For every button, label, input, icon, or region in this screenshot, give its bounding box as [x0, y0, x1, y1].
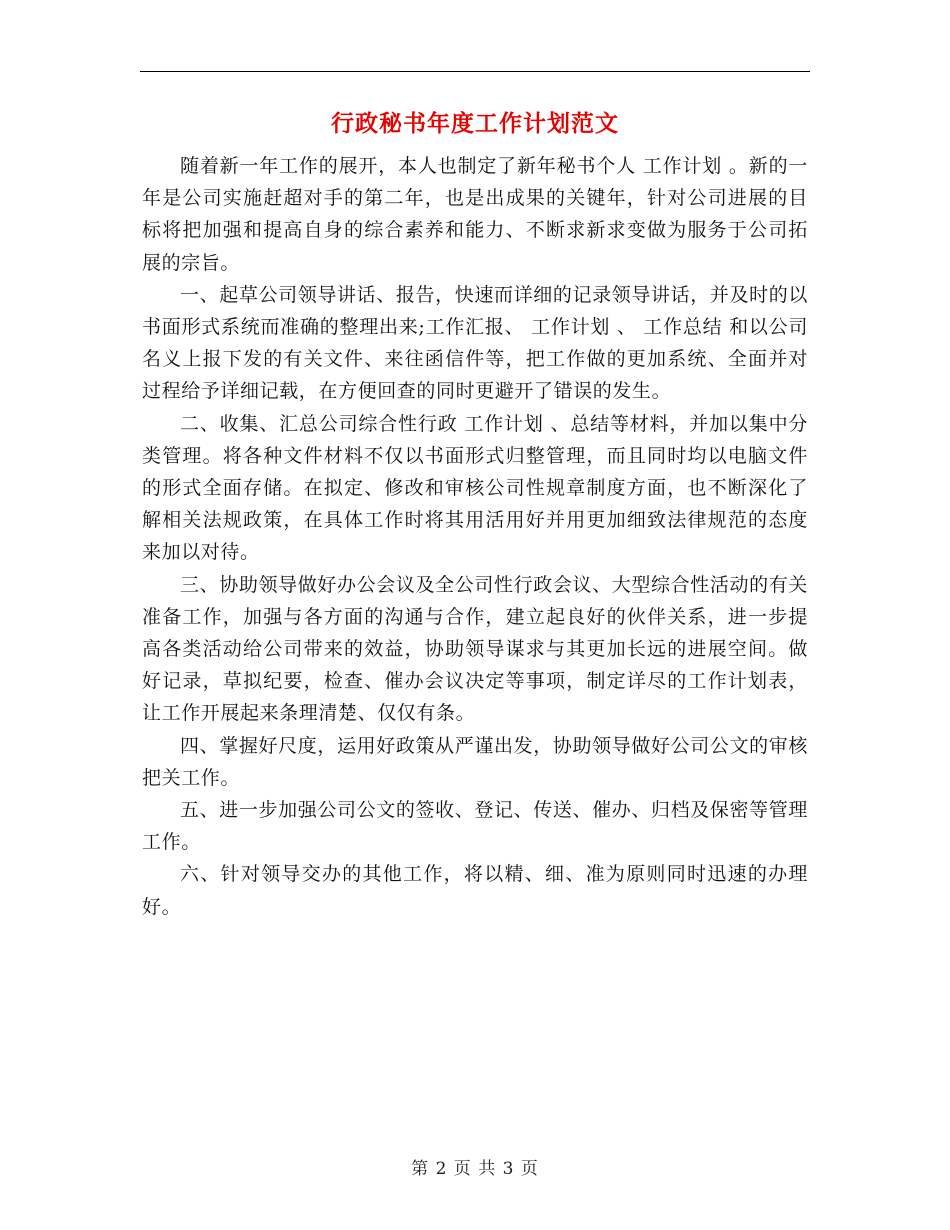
item-1-paragraph: 一、起草公司领导讲话、报告，快速而详细的记录领导讲话，并及时的以书面形式系统而准确的整理出来;工作汇报、 工作计划 、 工作总结 和以公司名义上报下发的有关文件、来往函信件等，把工作做的更加系统、全面并对过程给予详细记载，在方便回查的同时更避开了错误的发生。 — [142, 283, 808, 403]
item-4-paragraph: 四、掌握好尺度，运用好政策从严谨出发，协助领导做好公司公文的审核把关工作。 — [142, 734, 808, 789]
document-body — [142, 150, 808, 923]
item-5-paragraph: 五、进一步加强公司公文的签收、登记、传送、催办、归档及保密等管理工作。 — [142, 799, 808, 854]
intro-paragraph: 随着新一年工作的展开，本人也制定了新年秘书个人 工作计划 。新的一年是公司实施赶超对手的第二年，也是出成果的关键年，针对公司进展的目标将把加强和提高自身的综合素养和能力、不断求新求变做为服务于公司拓展的宗旨。 — [142, 155, 808, 274]
document-title: 行政秘书年度工作计划范文 — [331, 110, 619, 137]
page-footer — [0, 1154, 950, 1179]
item-3-paragraph: 三、协助领导做好办公会议及全公司性行政会议、大型综合性活动的有关准备工作，加强与各方面的沟通与合作，建立起良好的伙伴关系，进一步提高各类活动给公司带来的效益，协助领导谋求与其更加长远的进展空间。做好记录，草拟纪要，检查、催办会议决定等事项，制定详尽的工作计划表，让工作开展起来条理清楚、仅仅有条。 — [142, 573, 808, 725]
item-2-paragraph: 二、收集、汇总公司综合性行政 工作计划 、总结等材料，并加以集中分类管理。将各种文件材料不仅以书面形式归整管理，而且同时均以电脑文件的形式全面存储。在拟定、修改和审核公司性规章制度方面，也不断深化了解相关法规政策，在具体工作时将其用活用好并用更加细致法律规范的态度来加以对待。 — [142, 412, 808, 564]
header-rule — [140, 71, 810, 72]
item-6-paragraph: 六、针对领导交办的其他工作，将以精、细、准为原则同时迅速的办理好。 — [142, 863, 808, 918]
page-number-label: 第 2 页 共 3 页 — [411, 1159, 539, 1179]
